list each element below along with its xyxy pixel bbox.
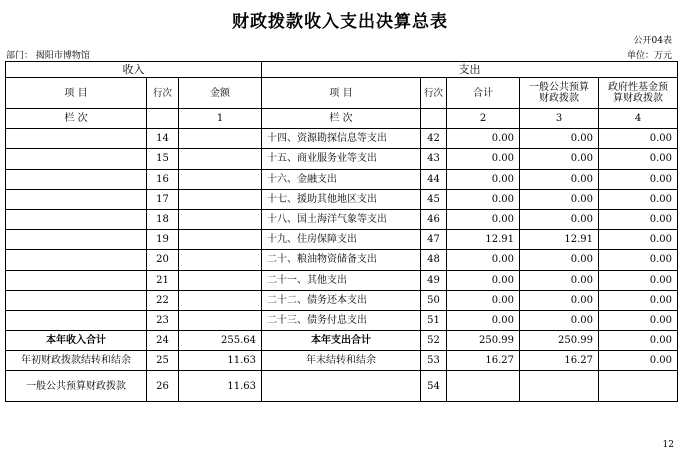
table-row <box>6 270 678 290</box>
expense-total-value: 0.00 <box>447 270 520 290</box>
expense-total-value: 0.00 <box>447 250 520 270</box>
expense-row-no: 45 <box>421 189 447 209</box>
expense-row-no: 42 <box>421 129 447 149</box>
total-header: 合计 <box>447 78 520 109</box>
expense-row-no: 49 <box>421 270 447 290</box>
general-budget-value: 0.00 <box>520 129 599 149</box>
empty-cell <box>520 371 599 402</box>
income-total-no: 24 <box>147 331 179 351</box>
income-row-no: 14 <box>147 129 179 149</box>
gov-fund-value: 0.00 <box>599 209 678 229</box>
expense-total-value: 0.00 <box>447 290 520 310</box>
expense-col-label: 栏 次 <box>262 109 421 129</box>
col-4-index: 4 <box>599 109 678 129</box>
income-row-no: 21 <box>147 270 179 290</box>
expense-item-header: 项 目 <box>262 78 421 109</box>
totals-row <box>6 331 678 351</box>
income-amount-cell <box>179 209 262 229</box>
income-carry-label: 年初财政拨款结转和结余 <box>6 351 147 371</box>
expense-item-label: 二十二、债务还本支出 <box>262 290 421 310</box>
income-amount-cell <box>179 149 262 169</box>
income-total-amount: 255.64 <box>179 331 262 351</box>
table-row <box>6 169 678 189</box>
form-number: 公开04表 <box>633 36 672 46</box>
budget-summary-table <box>5 61 678 402</box>
income-row-no: 16 <box>147 169 179 189</box>
col-2-index: 2 <box>447 109 520 129</box>
expense-row-no: 48 <box>421 250 447 270</box>
general-budget-row <box>6 371 678 402</box>
table-row <box>6 310 678 330</box>
gov-fund-value: 0.00 <box>599 290 678 310</box>
income-item-cell <box>6 169 147 189</box>
gov-fund-value: 0.00 <box>599 310 678 330</box>
income-item-cell <box>6 230 147 250</box>
expense-carry-amount: 16.27 <box>447 351 520 371</box>
income-amount-cell <box>179 230 262 250</box>
page-number: 12 <box>662 440 674 450</box>
expense-row-no: 50 <box>421 290 447 310</box>
expense-item-label: 十七、援助其他地区支出 <box>262 189 421 209</box>
section-header-row <box>6 62 678 78</box>
expense-total-value: 0.00 <box>447 169 520 189</box>
general-budget-value: 0.00 <box>520 290 599 310</box>
column-index-row <box>6 109 678 129</box>
income-total-label: 本年收入合计 <box>6 331 147 351</box>
expense-total-value: 0.00 <box>447 129 520 149</box>
expense-carry-label: 年末结转和结余 <box>262 351 421 371</box>
general-budget-header: 一般公共预算财政拨款 <box>520 78 599 109</box>
income-amount-cell <box>179 169 262 189</box>
income-item-cell <box>6 310 147 330</box>
expense-total-no: 52 <box>421 331 447 351</box>
income-carry-no: 25 <box>147 351 179 371</box>
income-item-cell <box>6 250 147 270</box>
expense-total-amount: 250.99 <box>447 331 520 351</box>
carryover-row <box>6 351 678 371</box>
general-budget-value: 0.00 <box>520 270 599 290</box>
expense-item-label: 十八、国土海洋气象等支出 <box>262 209 421 229</box>
expense-total-value: 0.00 <box>447 310 520 330</box>
expense-item-label: 二十一、其他支出 <box>262 270 421 290</box>
income-row-no: 17 <box>147 189 179 209</box>
empty-cell <box>421 109 447 129</box>
income-amount-cell <box>179 129 262 149</box>
income-row-no: 23 <box>147 310 179 330</box>
table-row <box>6 189 678 209</box>
expense-section-header: 支出 <box>262 62 678 78</box>
general-budget-value: 12.91 <box>520 230 599 250</box>
income-row-no: 19 <box>147 230 179 250</box>
expense-carry-no: 53 <box>421 351 447 371</box>
income-amount-cell <box>179 189 262 209</box>
expense-row-no: 46 <box>421 209 447 229</box>
income-item-cell <box>6 290 147 310</box>
col-3-index: 3 <box>520 109 599 129</box>
income-item-cell <box>6 189 147 209</box>
income-row-no: 20 <box>147 250 179 270</box>
general-budget-value: 0.00 <box>520 310 599 330</box>
gov-fund-header: 政府性基金预算财政拨款 <box>599 78 678 109</box>
income-item-cell <box>6 209 147 229</box>
unit-label: 单位：万元 <box>626 51 672 61</box>
income-item-cell <box>6 270 147 290</box>
table-row <box>6 230 678 250</box>
income-amount-cell <box>179 290 262 310</box>
income-col-label: 栏 次 <box>6 109 147 129</box>
expense-item-label: 十四、资源勘探信息等支出 <box>262 129 421 149</box>
general-budget-value: 0.00 <box>520 149 599 169</box>
income-amount-cell <box>179 270 262 290</box>
gov-fund-value: 0.00 <box>599 149 678 169</box>
income-item-cell <box>6 129 147 149</box>
expense-row-no: 47 <box>421 230 447 250</box>
report-title: 财政拨款收入支出决算总表 <box>232 12 448 32</box>
expense-item-label: 十六、金融支出 <box>262 169 421 189</box>
expense-total-value: 0.00 <box>447 149 520 169</box>
income-amount-cell <box>179 250 262 270</box>
general-budget-value: 0.00 <box>520 169 599 189</box>
empty-cell <box>447 371 520 402</box>
empty-cell <box>147 109 179 129</box>
income-item-header: 项 目 <box>6 78 147 109</box>
expense-item-label: 二十三、债务付息支出 <box>262 310 421 330</box>
general-budget-value: 0.00 <box>520 189 599 209</box>
expense-carry-general: 16.27 <box>520 351 599 371</box>
expense-total-label: 本年支出合计 <box>262 331 421 351</box>
expense-item-label: 十五、商业服务业等支出 <box>262 149 421 169</box>
expense-total-value: 0.00 <box>447 189 520 209</box>
table-row <box>6 250 678 270</box>
income-section-header: 收入 <box>6 62 262 78</box>
empty-cell <box>599 371 678 402</box>
general-budget-value: 0.00 <box>520 250 599 270</box>
expense-row-no: 43 <box>421 149 447 169</box>
column-header-row <box>6 78 678 109</box>
table-row <box>6 129 678 149</box>
department-label: 部门： 揭阳市博物馆 <box>6 51 90 61</box>
income-amount-cell <box>179 310 262 330</box>
gov-fund-value: 0.00 <box>599 270 678 290</box>
empty-cell <box>262 371 421 402</box>
general-budget-value: 0.00 <box>520 209 599 229</box>
expense-total-value: 12.91 <box>447 230 520 250</box>
table-row <box>6 149 678 169</box>
expense-row-no: 44 <box>421 169 447 189</box>
gov-fund-value: 0.00 <box>599 169 678 189</box>
general-budget-no: 26 <box>147 371 179 402</box>
gov-fund-value: 0.00 <box>599 189 678 209</box>
gov-fund-value: 0.00 <box>599 250 678 270</box>
income-row-no: 15 <box>147 149 179 169</box>
income-item-cell <box>6 149 147 169</box>
expense-total-fund: 0.00 <box>599 331 678 351</box>
gov-fund-value: 0.00 <box>599 230 678 250</box>
col-1-index: 1 <box>179 109 262 129</box>
expense-item-label: 二十、粮油物资储备支出 <box>262 250 421 270</box>
amount-header: 金额 <box>179 78 262 109</box>
income-carry-amount: 11.63 <box>179 351 262 371</box>
expense-row-no: 51 <box>421 310 447 330</box>
general-expense-no: 54 <box>421 371 447 402</box>
expense-total-general: 250.99 <box>520 331 599 351</box>
table-row <box>6 290 678 310</box>
income-row-no: 22 <box>147 290 179 310</box>
income-row-no: 18 <box>147 209 179 229</box>
general-budget-label: 一般公共预算财政拨款 <box>6 371 147 402</box>
table-row <box>6 209 678 229</box>
expense-rowno-header: 行次 <box>421 78 447 109</box>
income-rowno-header: 行次 <box>147 78 179 109</box>
expense-item-label: 十九、住房保障支出 <box>262 230 421 250</box>
general-budget-amount: 11.63 <box>179 371 262 402</box>
gov-fund-value: 0.00 <box>599 129 678 149</box>
expense-carry-fund: 0.00 <box>599 351 678 371</box>
expense-total-value: 0.00 <box>447 209 520 229</box>
